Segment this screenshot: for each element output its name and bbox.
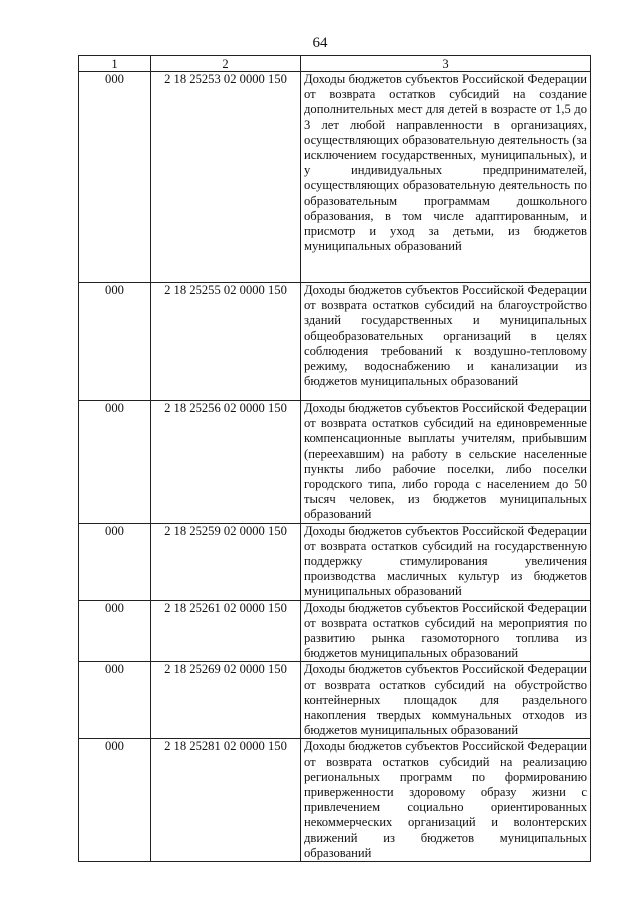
table-row: [79, 739, 591, 862]
kbk-code-cell: 2 18 25256 02 0000 150: [151, 401, 301, 524]
kbk-code-cell: 2 18 25269 02 0000 150: [151, 662, 301, 739]
table-header-row: [79, 56, 591, 72]
income-name-cell: Доходы бюджетов субъектов Российской Федерации от возврата остатков субсидий на государственную поддержку стимулирования увеличения производства масличных культур из бюджетов муниципальных образований: [301, 523, 591, 600]
table-row: [79, 600, 591, 662]
column-header-1: 1: [79, 56, 151, 72]
kbk-code-cell: 2 18 25259 02 0000 150: [151, 523, 301, 600]
admin-code-cell: 000: [79, 600, 151, 662]
budget-income-table: [78, 55, 591, 862]
admin-code-cell: 000: [79, 283, 151, 401]
table-row: [79, 523, 591, 600]
income-name-cell: Доходы бюджетов субъектов Российской Федерации от возврата остатков субсидий на мероприятия по развитию рынка газомоторного топлива из бюджетов муниципальных образований: [301, 600, 591, 662]
income-name-cell: Доходы бюджетов субъектов Российской Федерации от возврата остатков субсидий на единовременные компенсационные выплаты учителям, прибывшим (переехавшим) на работу в сельские населенные пункты либо рабочие поселки, либо поселки городского типа, либо города с населением до 50 тысяч человек, из бюджетов муниципальных образований: [301, 401, 591, 524]
table-row: [79, 72, 591, 283]
page-number: 64: [312, 35, 328, 51]
income-name-cell: Доходы бюджетов субъектов Российской Федерации от возврата остатков субсидий на реализацию региональных программ по формированию приверженности здоровому образу жизни с привлечением социально ориентированных некоммерческих организаций и волонтерских движений из бюджетов муниципальных образований: [301, 739, 591, 862]
column-header-2: 2: [151, 56, 301, 72]
table-row: [79, 662, 591, 739]
column-header-3: 3: [301, 56, 591, 72]
income-name-cell: Доходы бюджетов субъектов Российской Федерации от возврата остатков субсидий на создание дополнительных мест для детей в возрасте от 1,5 до 3 лет любой направленности в организациях, осуществляющих образовательную деятельность (за исключением государственных, муниципальных), и у индивидуальных предпринимателей, осуществляющих образовательную деятельность по образовательным программам дошкольного образования, в том числе адаптированным, и присмотр и уход за детьми, из бюджетов муниципальных образований: [301, 72, 591, 283]
admin-code-cell: 000: [79, 72, 151, 283]
admin-code-cell: 000: [79, 662, 151, 739]
income-name-cell: Доходы бюджетов субъектов Российской Федерации от возврата остатков субсидий на обустройство контейнерных площадок для раздельного накопления твердых коммунальных отходов из бюджетов муниципальных образований: [301, 662, 591, 739]
kbk-code-cell: 2 18 25253 02 0000 150: [151, 72, 301, 283]
kbk-code-cell: 2 18 25255 02 0000 150: [151, 283, 301, 401]
table-row: [79, 401, 591, 524]
admin-code-cell: 000: [79, 523, 151, 600]
kbk-code-cell: 2 18 25261 02 0000 150: [151, 600, 301, 662]
admin-code-cell: 000: [79, 401, 151, 524]
kbk-code-cell: 2 18 25281 02 0000 150: [151, 739, 301, 862]
table-row: [79, 283, 591, 401]
admin-code-cell: 000: [79, 739, 151, 862]
income-name-cell: Доходы бюджетов субъектов Российской Федерации от возврата остатков субсидий на благоустройство зданий государственных и муниципальных общеобразовательных организаций в целях соблюдения требований к воздушно-тепловому режиму, водоснабжению и канализации из бюджетов муниципальных образований: [301, 283, 591, 401]
